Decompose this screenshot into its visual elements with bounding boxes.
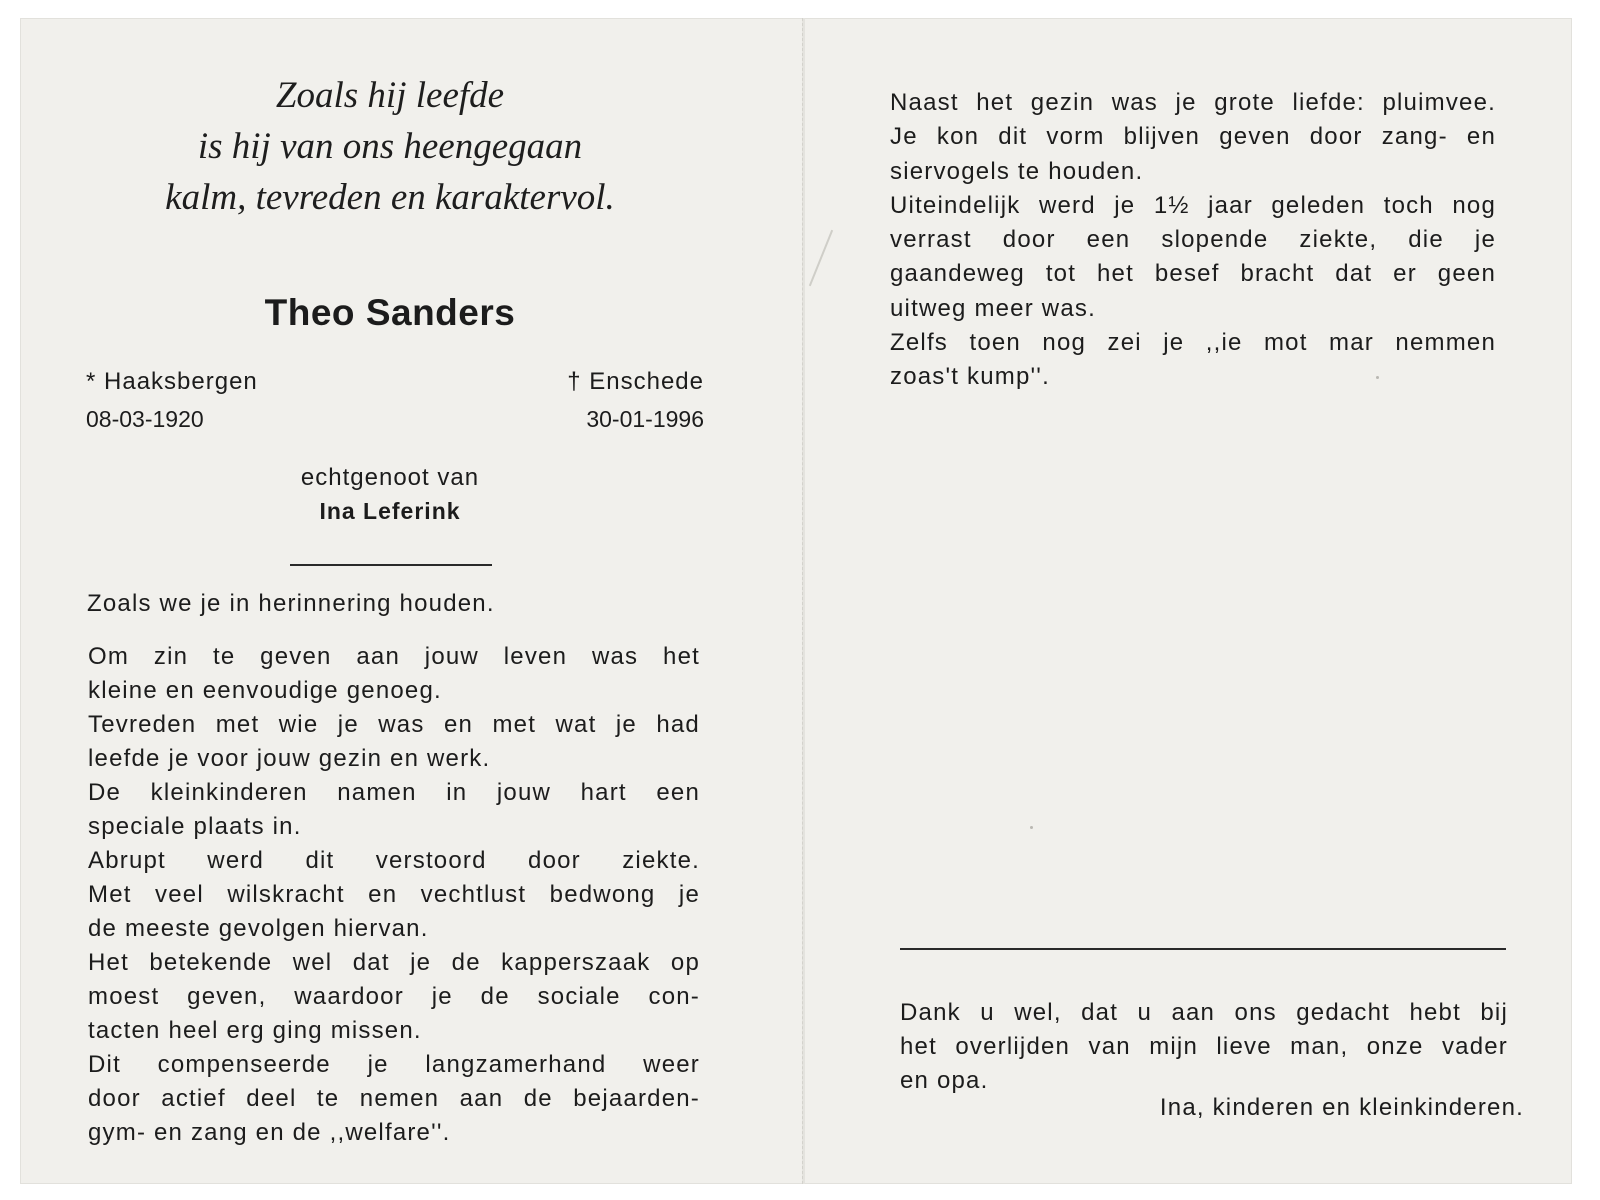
birth-date: 08-03-1920 <box>86 406 204 432</box>
text-line: gym- en zang en de ,,welfare''. <box>88 1119 451 1146</box>
text-line: Om zin te geven aan jouw leven was het <box>88 643 700 670</box>
remembrance-intro: Zoals we je in herinnering houden. <box>87 590 495 617</box>
divider <box>290 564 492 566</box>
text-line: Tevreden met wie je was en met wat je had <box>88 711 700 738</box>
left-page <box>20 18 802 1184</box>
birth-place: * Haaksbergen <box>86 368 258 395</box>
poem-line: is hij van ons heengegaan <box>197 126 583 167</box>
text-line: en opa. <box>900 1067 989 1094</box>
spouse-intro: echtgenoot van <box>300 464 480 491</box>
divider <box>900 948 1506 950</box>
death-place: † Enschede <box>567 368 704 395</box>
deceased-name: Theo Sanders <box>264 292 516 333</box>
memorial-poem <box>110 70 670 223</box>
text-line: moest geven, waardoor je de sociale con- <box>88 983 700 1010</box>
text-line: kleine en eenvoudige genoeg. <box>88 677 442 704</box>
text-line: siervogels te houden. <box>890 157 1144 185</box>
text-line: Abrupt werd dit verstoord door ziekte. <box>88 847 700 874</box>
text-line: leefde je voor jouw gezin en werk. <box>88 745 491 772</box>
remembrance-text <box>88 640 700 1150</box>
text-line: door actief deel te nemen aan de bejaarden- <box>88 1085 700 1112</box>
text-line: Dit compenseerde je langzamerhand weer <box>88 1051 700 1078</box>
text-line: Uiteindelijk werd je 1½ jaar geleden toch nog <box>890 191 1496 219</box>
text-line: Naast het gezin was je grote liefde: pluimvee. <box>890 89 1496 116</box>
text-line: verrast door een slopende ziekte, die je <box>890 226 1496 254</box>
text-line: De kleinkinderen namen in jouw hart een <box>88 779 700 806</box>
text-line: Je kon dit vorm blijven geven door zang- en <box>890 123 1496 151</box>
text-line: uitweg meer was. <box>890 294 1096 322</box>
remembrance-text-continued <box>890 86 1496 395</box>
text-line: Het betekende wel dat je de kapperszaak op <box>88 949 700 976</box>
text-line: zoas't kump''. <box>890 363 1050 391</box>
death-date: 30-01-1996 <box>586 406 704 432</box>
poem-line: kalm, tevreden en karaktervol. <box>165 177 615 218</box>
right-page <box>804 18 1572 1184</box>
paper-speck <box>1030 826 1033 829</box>
text-line: het overlijden van mijn lieve man, onze vader <box>900 1033 1508 1060</box>
paper-speck <box>1376 376 1379 379</box>
family-signature: Ina, kinderen en kleinkinderen. <box>1159 1094 1524 1121</box>
text-line: Zelfs toen nog zei je ,,ie mot mar nemmen <box>890 329 1496 357</box>
memorial-card <box>20 18 1572 1184</box>
spouse-name: Ina Leferink <box>319 498 461 524</box>
thank-you-note <box>900 996 1508 1098</box>
text-line: de meeste gevolgen hiervan. <box>88 915 429 942</box>
text-line: tacten heel erg ging missen. <box>88 1017 422 1044</box>
text-line: Dank u wel, dat u aan ons gedacht hebt bij <box>900 999 1508 1026</box>
text-line: gaandeweg tot het besef bracht dat er geen <box>890 260 1496 288</box>
poem-line: Zoals hij leefde <box>275 75 505 116</box>
text-line: speciale plaats in. <box>88 813 302 840</box>
text-line: Met veel wilskracht en vechtlust bedwong je <box>88 881 700 908</box>
